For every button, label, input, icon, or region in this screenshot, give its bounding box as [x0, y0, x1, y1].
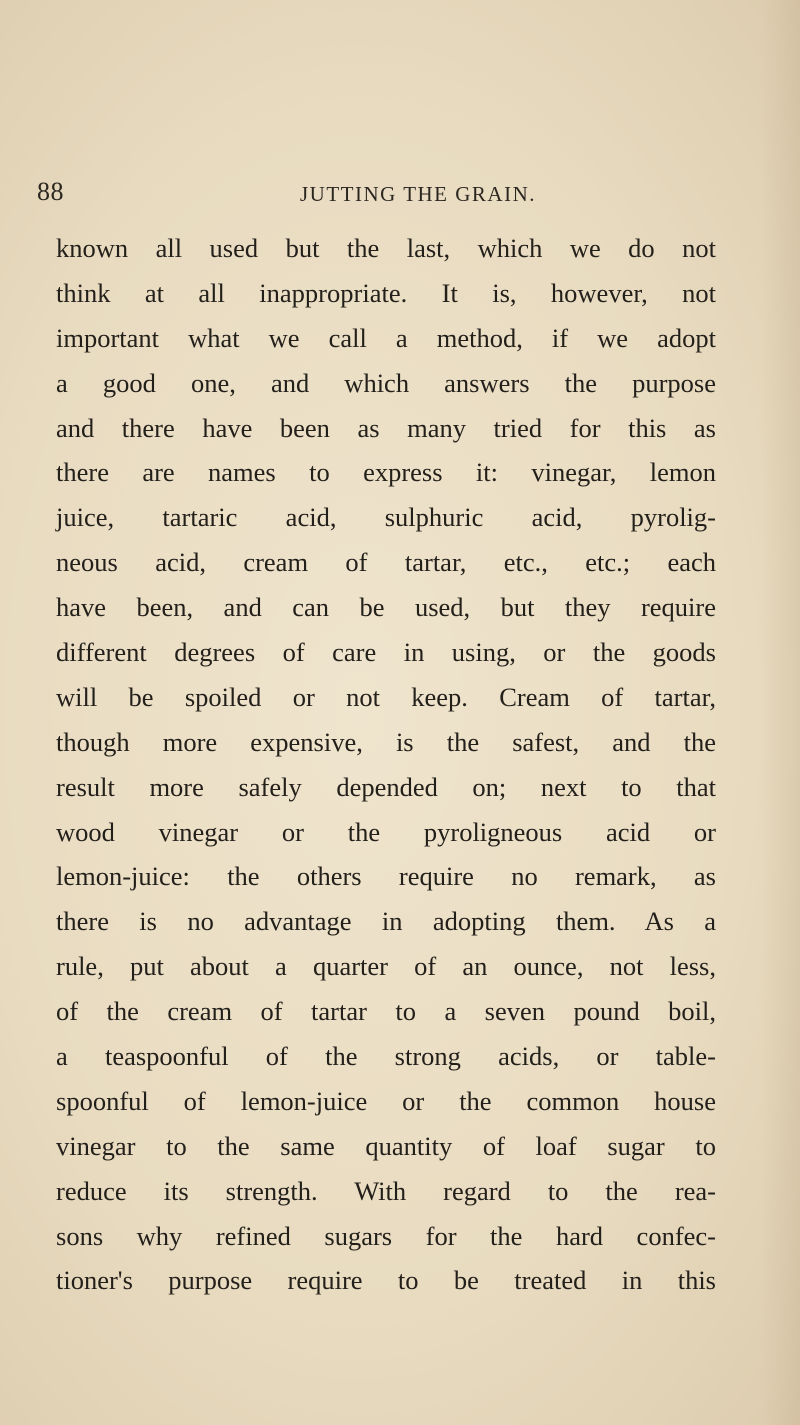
text-line: there are names to express it: vinegar, lemon: [56, 457, 716, 488]
text-line: sons why refined sugars for the hard confec-: [56, 1220, 716, 1251]
text-line: tioner's purpose require to be treated in this: [56, 1265, 716, 1296]
text-line: different degrees of care in using, or the goods: [56, 637, 716, 668]
text-line: a teaspoonful of the strong acids, or table-: [56, 1041, 716, 1072]
text-line: juice, tartaric acid, sulphuric acid, pyrolig-: [56, 502, 716, 533]
text-line: though more expensive, is the safest, and the: [56, 726, 716, 757]
text-line: result more safely depended on; next to that: [56, 771, 716, 802]
text-line: have been, and can be used, but they require: [56, 592, 716, 623]
text-line: rule, put about a quarter of an ounce, not less,: [56, 951, 716, 982]
text-line: reduce its strength. With regard to the rea-: [56, 1175, 716, 1206]
text-line: vinegar to the same quantity of loaf sugar to: [56, 1130, 716, 1161]
text-line: of the cream of tartar to a seven pound boil,: [56, 996, 716, 1027]
running-head: JUTTING THE GRAIN.: [300, 182, 537, 206]
text-line: a good one, and which answers the purpose: [56, 367, 716, 398]
text-line: will be spoiled or not keep. Cream of tartar,: [56, 681, 716, 712]
page-edge-shadow: [760, 0, 800, 1425]
page-number: 88: [37, 177, 64, 206]
text-line: lemon-juice: the others require no remark, as: [56, 861, 716, 892]
body-text: [56, 226, 716, 1303]
text-line: known all used but the last, which we do not: [56, 233, 716, 263]
text-line: neous acid, cream of tartar, etc., etc.; each: [56, 547, 716, 578]
text-line: there is no advantage in adopting them. As a: [56, 906, 716, 937]
text-line: wood vinegar or the pyroligneous acid or: [56, 816, 716, 847]
text-line: important what we call a method, if we adopt: [56, 322, 716, 353]
text-line: and there have been as many tried for this as: [56, 412, 716, 443]
text-line: think at all inappropriate. It is, however, not: [56, 277, 716, 308]
text-line: spoonful of lemon-juice or the common house: [56, 1085, 716, 1116]
